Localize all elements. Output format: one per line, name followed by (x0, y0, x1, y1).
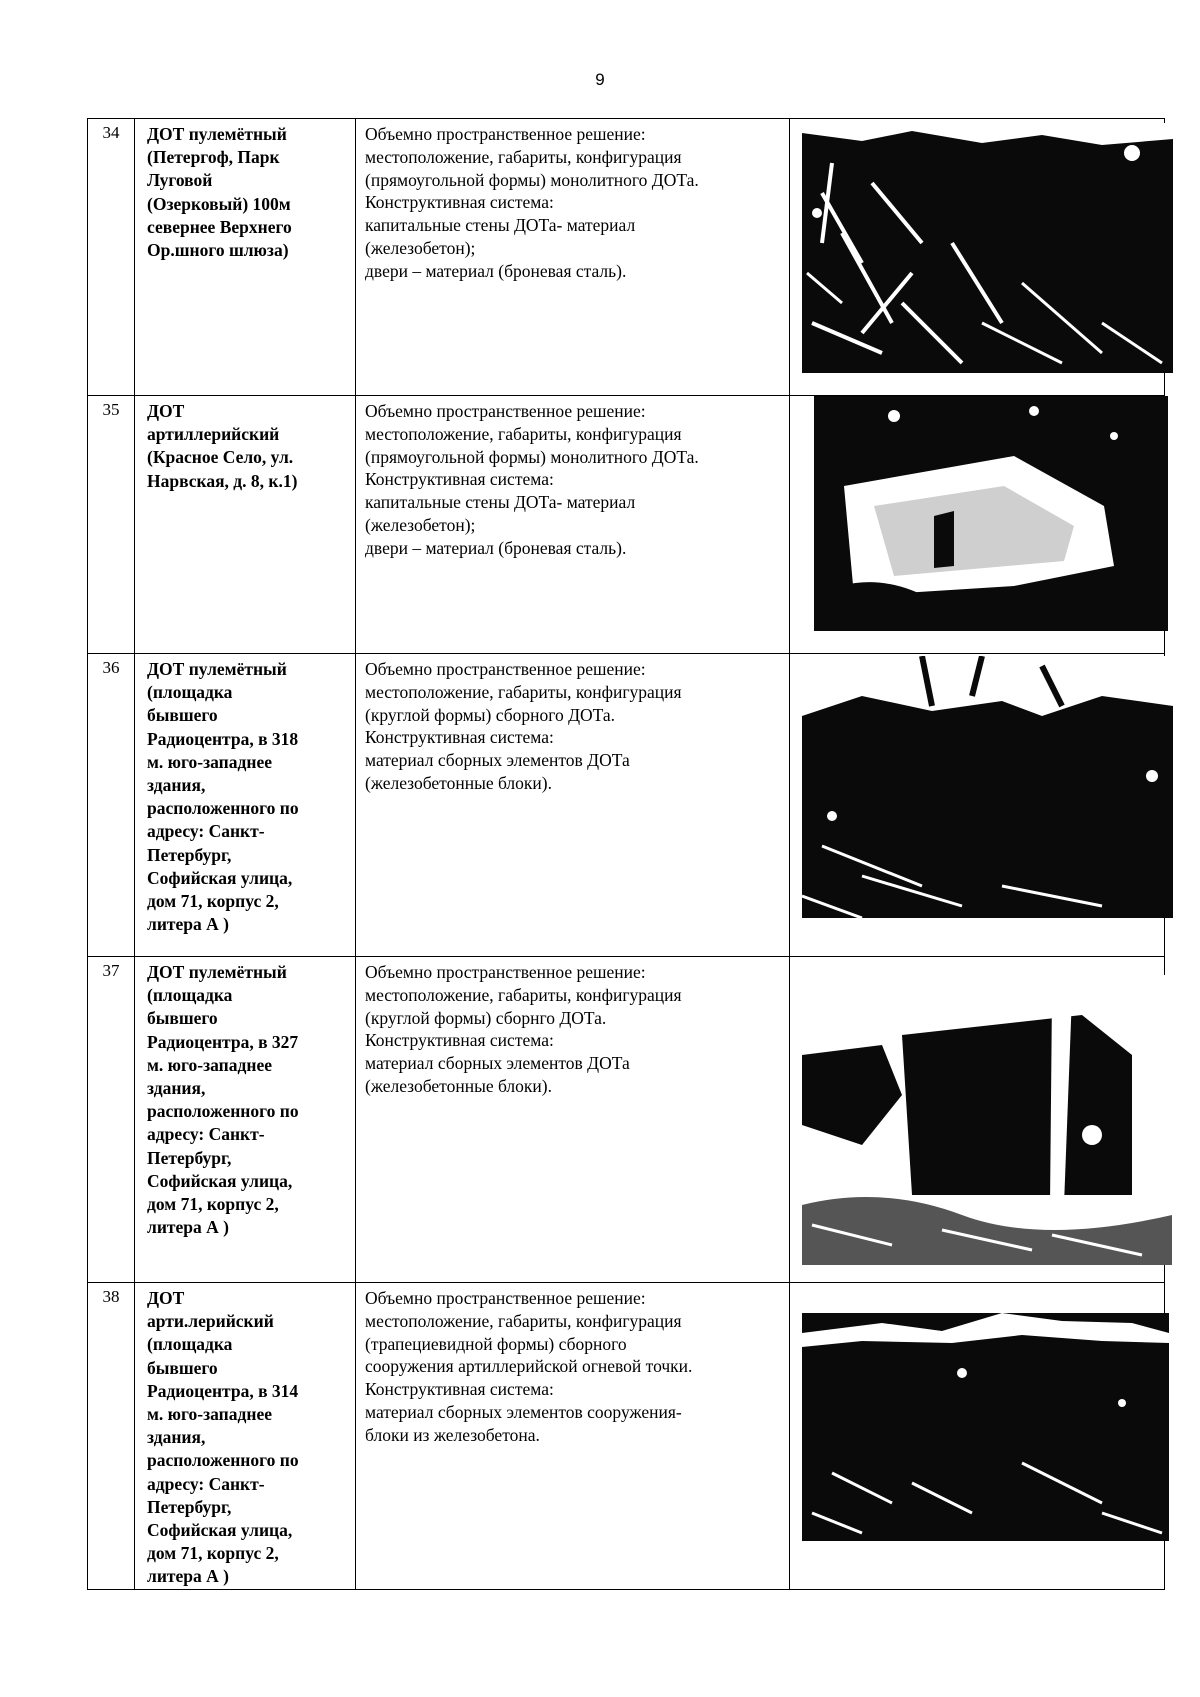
row-number: 38 (88, 1283, 135, 1590)
object-description: Объемно пространственное решение: местоположение, габариты, конфигурация (трапециевидной формы) сборного сооружения артиллерийской огневой точки. Конструктивная система: материал сборных элементов сооружения- блоки из железобетона. (356, 1283, 790, 1590)
photo-cell (790, 654, 1165, 957)
photo-cell (790, 396, 1165, 654)
table-row (88, 1283, 1165, 1590)
objects-table (87, 118, 1165, 1590)
object-description: Объемно пространственное решение: местоположение, габариты, конфигурация (прямоугольной формы) монолитного ДОТа. Конструктивная система: капитальные стены ДОТа- материал (железобетон); двери – материал (броневая сталь). (356, 119, 790, 396)
object-name: ДОТ пулемётный (площадка бывшего Радиоцентра, в 318 м. юго-западнее здания, расположенного по адресу: Санкт- Петербург, Софийская улица, дом 71, корпус 2, литера А ) (135, 654, 356, 957)
object-name: ДОТ пулемётный (Петергоф, Парк Луговой (Озерковый) 100м севернее Верхнего Ор.шного шлюза) (135, 119, 356, 396)
page-number: 9 (595, 70, 605, 89)
object-description: Объемно пространственное решение: местоположение, габариты, конфигурация (прямоугольной формы) монолитного ДОТа. Конструктивная система: капитальные стены ДОТа- материал (железобетон); двери – материал (броневая сталь). (356, 396, 790, 654)
object-description: Объемно пространственное решение: местоположение, габариты, конфигурация (круглой формы) сборнго ДОТа. Конструктивная система: материал сборных элементов ДОТа (железобетонные блоки). (356, 957, 790, 1283)
object-name: ДОТ артиллерийский (Красное Село, ул. Нарвская, д. 8, к.1) (135, 396, 356, 654)
table-row (88, 396, 1165, 654)
table-row (88, 957, 1165, 1283)
row-number: 37 (88, 957, 135, 1283)
object-photo (814, 396, 1168, 631)
table-row (88, 654, 1165, 957)
object-photo (802, 123, 1173, 373)
object-photo (802, 1313, 1169, 1541)
object-name: ДОТ пулемётный (площадка бывшего Радиоцентра, в 327 м. юго-западнее здания, расположенного по адресу: Санкт- Петербург, Софийская улица, дом 71, корпус 2, литера А ) (135, 957, 356, 1283)
row-number: 36 (88, 654, 135, 957)
row-number: 35 (88, 396, 135, 654)
object-name: ДОТ арти.лерийский (площадка бывшего Радиоцентра, в 314 м. юго-западнее здания, расположенного по адресу: Санкт- Петербург, Софийская улица, дом 71, корпус 2, литера А ) (135, 1283, 356, 1590)
object-photo (802, 975, 1172, 1265)
table-row (88, 119, 1165, 396)
photo-cell (790, 1283, 1165, 1590)
row-number: 34 (88, 119, 135, 396)
object-description: Объемно пространственное решение: местоположение, габариты, конфигурация (круглой формы) сборного ДОТа. Конструктивная система: материал сборных элементов ДОТа (железобетонные блоки). (356, 654, 790, 957)
photo-cell (790, 119, 1165, 396)
photo-cell (790, 957, 1165, 1283)
object-photo (802, 656, 1173, 918)
